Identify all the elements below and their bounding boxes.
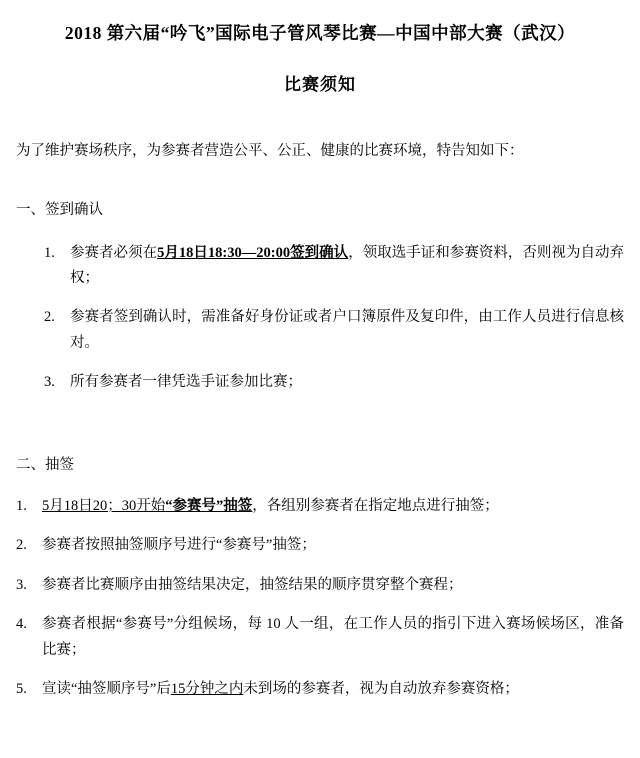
list-item-number: 4.	[16, 616, 27, 633]
text-run: 所有参赛者一律凭选手证参加比赛；	[70, 374, 302, 391]
list-item	[16, 533, 624, 558]
text-run: 参赛者按照抽签顺序号进行“参赛号”抽签；	[42, 537, 316, 554]
list-item-text	[70, 305, 624, 356]
list-item	[44, 305, 624, 356]
list-sign-in	[16, 241, 624, 396]
list-item	[16, 573, 624, 598]
list-item	[44, 370, 624, 395]
list-item-text	[70, 370, 624, 395]
text-run: 参赛者根据“参赛号”分组候场，每 10 人一组，在工作人员的指引下进入赛场候场区，准备比赛；	[42, 616, 624, 658]
text-run-underline: 15分钟之内	[170, 680, 244, 697]
text-run-underline: 5月18日20；30开始	[42, 498, 166, 515]
text-run: 参赛者签到确认时，需准备好身份证或者户口簿原件及复印件，由工作人员进行信息核对。	[70, 309, 624, 351]
text-run: 参赛者必须在	[70, 244, 158, 261]
list-item-number: 1.	[16, 498, 27, 515]
section-heading-sign-in: 一、签到确认	[16, 201, 103, 218]
list-item-number: 1.	[44, 244, 55, 261]
text-run-emphasis: “参赛号”抽签	[165, 498, 253, 515]
list-item-text	[42, 533, 624, 558]
list-item	[44, 241, 624, 292]
page-title: 2018 第六届“吟飞”国际电子管风琴比赛—中国中部大赛（武汉）	[64, 23, 576, 43]
section-heading-draw: 二、抽签	[16, 457, 74, 474]
intro-paragraph: 为了维护赛场秩序，为参赛者营造公平、公正、健康的比赛环境，特告知如下：	[16, 143, 524, 160]
list-item	[16, 494, 624, 519]
list-item	[16, 677, 624, 702]
list-item-number: 3.	[44, 374, 55, 391]
section-sign-in	[16, 198, 624, 396]
page-subtitle: 比赛须知	[284, 75, 356, 95]
list-item-text	[42, 677, 624, 702]
text-run: ，各组别参赛者在指定地点进行抽签；	[252, 498, 499, 515]
text-run-emphasis: 5月18日18:30—20:00签到确认	[157, 244, 349, 261]
list-item-number: 5.	[16, 680, 27, 697]
list-item-text	[42, 573, 624, 598]
list-item-number: 2.	[44, 309, 55, 326]
text-run: 参赛者比赛顺序由抽签结果决定，抽签结果的顺序贯穿整个赛程；	[42, 576, 463, 593]
list-item-number: 3.	[16, 576, 27, 593]
list-item-text	[70, 241, 624, 292]
list-item-number: 2.	[16, 537, 27, 554]
list-item	[16, 612, 624, 663]
text-run: 宣读“抽签顺序号”后	[42, 680, 171, 697]
section-draw	[16, 453, 624, 702]
list-draw	[16, 494, 624, 702]
text-run: 未到场的参赛者，视为自动放弃参赛资格；	[243, 680, 519, 697]
section-spacer	[16, 395, 624, 413]
list-item-text	[42, 494, 624, 519]
list-item-text	[42, 612, 624, 663]
text-run: ，领取选手证和参赛资料，否则视为自动弃权；	[70, 244, 625, 286]
